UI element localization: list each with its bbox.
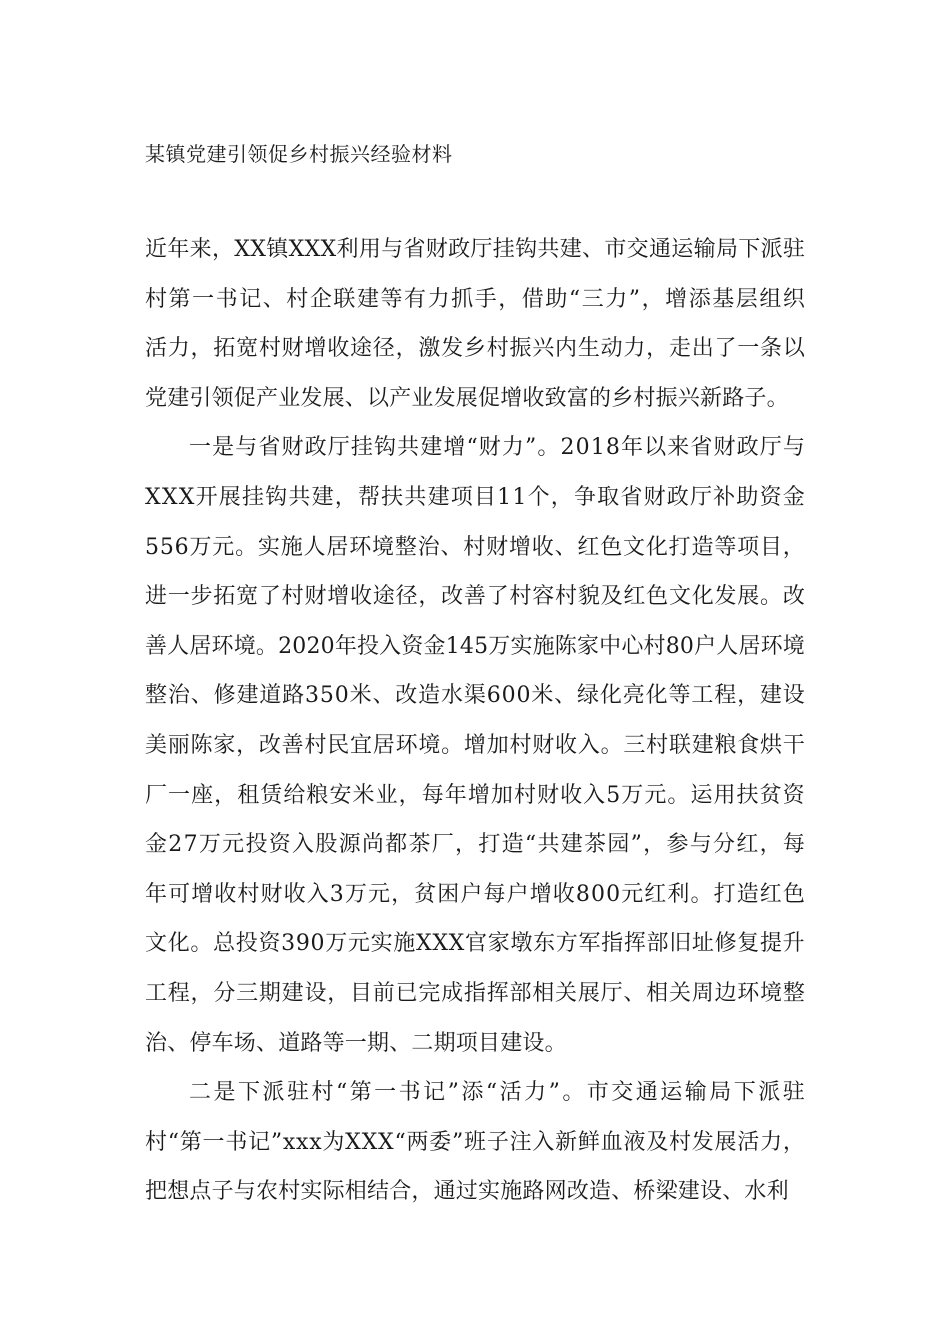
body-line: 文化。总投资390万元实施XXX官家墩东方军指挥部旧址修复提升	[145, 931, 806, 957]
body-line: 活力，拓宽村财增收途径，激发乡村振兴内生动力，走出了一条以	[145, 336, 806, 362]
body-line: 二是下派驻村“第一书记”添“活力”。市交通运输局下派驻	[189, 1080, 808, 1106]
body-line: 把想点子与农村实际相结合，通过实施路网改造、桥梁建设、水利	[145, 1179, 789, 1205]
body-line: 年可增收村财收入3万元，贫困户每户增收800元红利。打造红色	[145, 881, 806, 907]
document-title: 某镇党建引领促乡村振兴经验材料	[145, 142, 453, 166]
body-line: 整治、修建道路350米、改造水渠600米、绿化亮化等工程，建设	[145, 683, 806, 709]
body-line: 一是与省财政厅挂钩共建增“财力”。2018年以来省财政厅与	[189, 435, 806, 461]
body-line: 工程，分三期建设，目前已完成指挥部相关展厅、相关周边环境整	[145, 981, 806, 1006]
body-line: 近年来，XX镇XXX利用与省财政厅挂钩共建、市交通运输局下派驻	[145, 237, 806, 262]
body-line: 556万元。实施人居环境整治、村财增收、红色文化打造等项目，	[145, 534, 806, 560]
body-line: 金27万元投资入股源尚都茶厂，打造“共建茶园”，参与分红，每	[145, 832, 807, 858]
body-line: 美丽陈家，改善村民宜居环境。增加村财收入。三村联建粮食烘干	[145, 733, 806, 758]
body-line: 进一步拓宽了村财增收途径，改善了村容村貌及红色文化发展。改	[145, 584, 806, 610]
body-line: 党建引领促产业发展、以产业发展促增收致富的乡村振兴新路子。	[145, 385, 789, 411]
body-line: 善人居环境。2020年投入资金145万实施陈家中心村80户人居环境	[145, 633, 805, 659]
body-line: 村第一书记、村企联建等有力抓手，借助“三力”，增添基层组织	[145, 286, 807, 312]
body-line: 治、停车场、道路等一期、二期项目建设。	[145, 1030, 567, 1056]
body-line: XXX开展挂钩共建，帮扶共建项目11个，争取省财政厅补助资金	[145, 485, 806, 510]
body-line: 厂一座，租赁给粮安米业，每年增加村财收入5万元。运用扶贫资	[145, 782, 806, 808]
body-line: 村“第一书记”xxx为XXX“两委”班子注入新鲜血液及村发展活力，	[145, 1129, 806, 1155]
